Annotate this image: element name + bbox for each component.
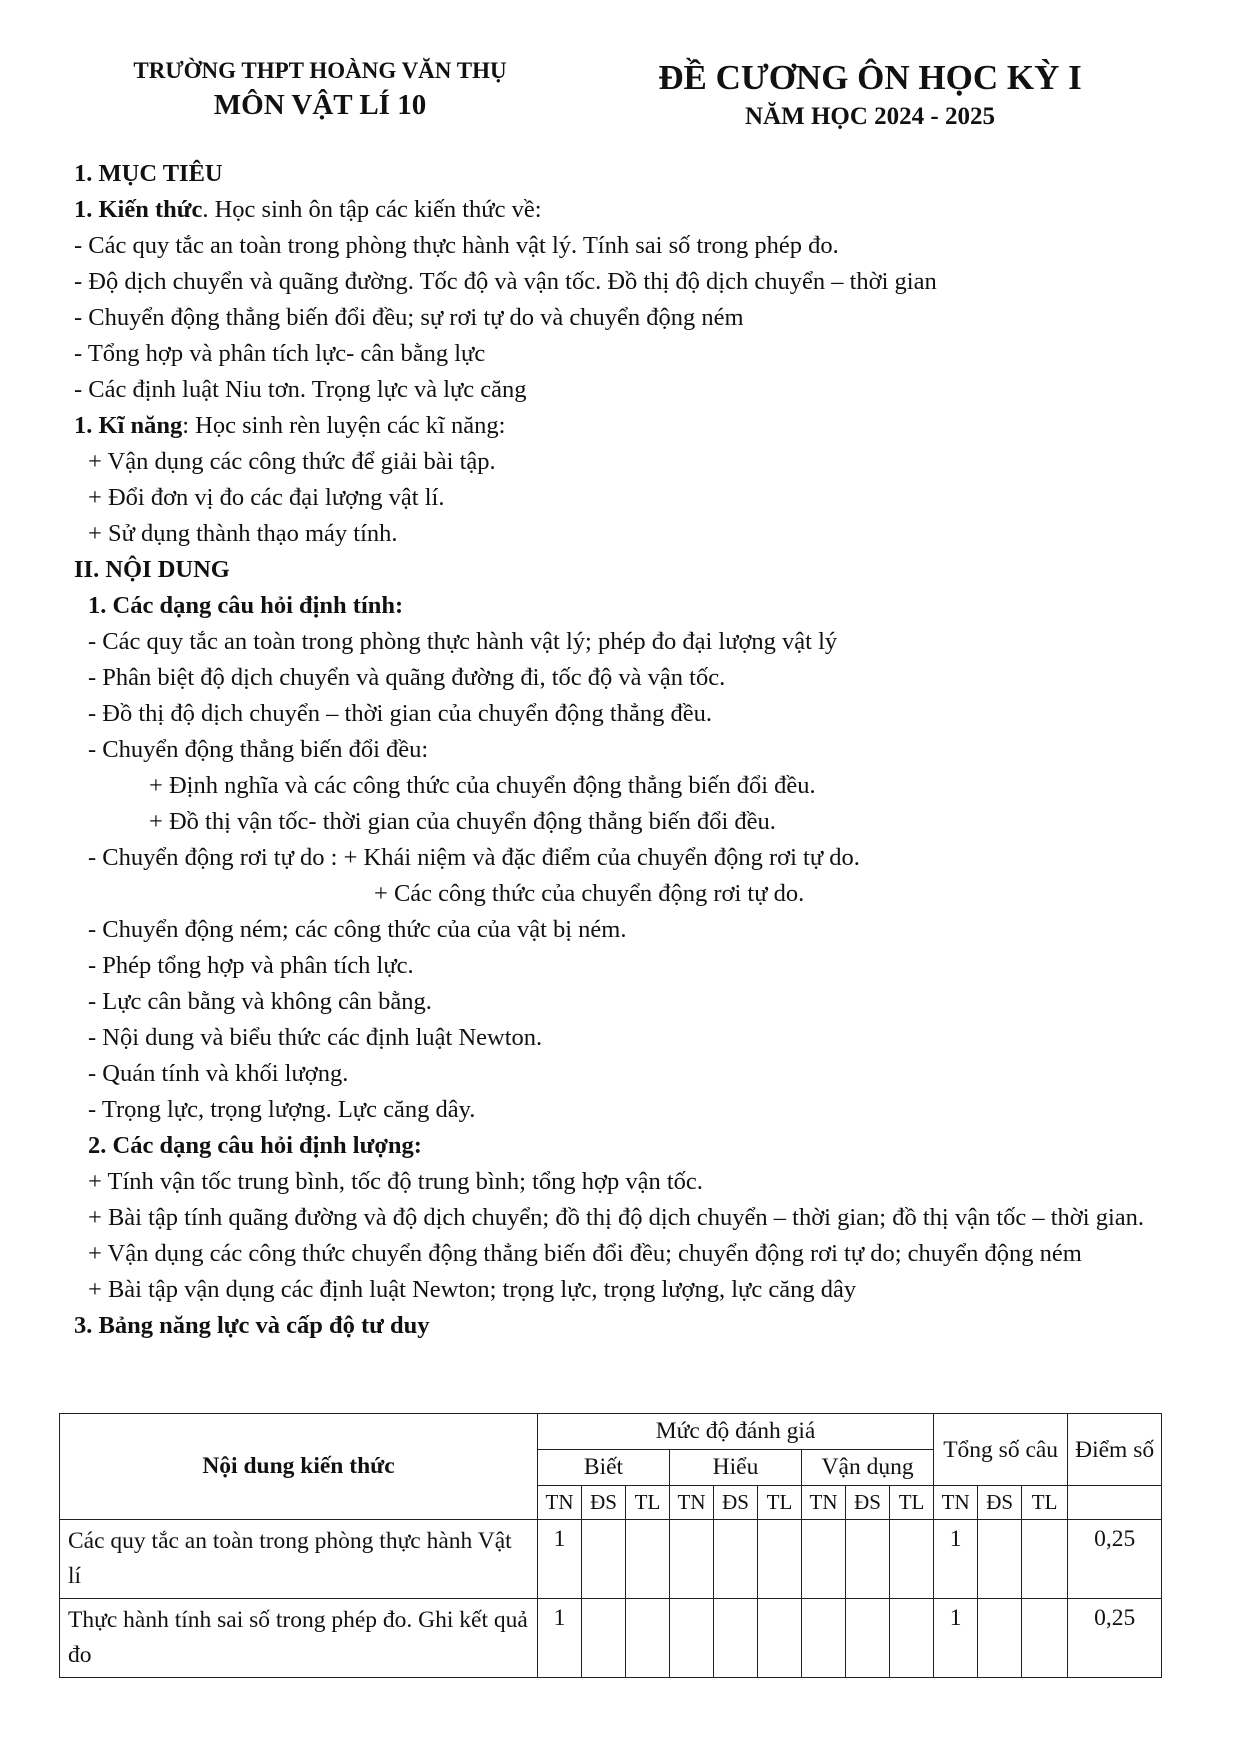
list-item: + Bài tập tính quãng đường và độ dịch chuyển; đồ thị độ dịch chuyển – thời gian; đồ thị vận tốc – thời gian. — [88, 1204, 1145, 1231]
list-item: + Vận dụng các công thức chuyển động thẳng biến đổi đều; chuyển động rơi tự do; chuyển động ném — [88, 1240, 1082, 1267]
subject-name: MÔN VẬT LÍ 10 — [213, 89, 427, 121]
table-cell: 1 — [538, 1599, 582, 1678]
header-content: Nội dung kiến thức — [60, 1414, 538, 1520]
table-cell — [846, 1599, 890, 1678]
list-item: - Tổng hợp và phân tích lực- cân bằng lực — [74, 340, 486, 367]
document-body — [74, 156, 1164, 1344]
knowledge-label: 1. Kiến thức — [74, 196, 203, 223]
subheader-cell: ĐS — [846, 1486, 890, 1520]
subheader-cell: ĐS — [978, 1486, 1022, 1520]
table-cell — [846, 1520, 890, 1599]
subheader-cell: TL — [626, 1486, 670, 1520]
header-total: Tổng số câu — [934, 1414, 1068, 1486]
table-cell — [978, 1520, 1022, 1599]
header-score: Điểm số — [1068, 1414, 1162, 1486]
table-cell — [758, 1599, 802, 1678]
table-cell — [582, 1599, 626, 1678]
list-item: + Đổi đơn vị đo các đại lượng vật lí. — [88, 484, 445, 511]
skills-label: 1. Kĩ năng — [74, 412, 183, 439]
subsection-heading: 2. Các dạng câu hỏi định lượng: — [88, 1132, 422, 1159]
list-item: - Các quy tắc an toàn trong phòng thực hành vật lý; phép đo đại lượng vật lý — [88, 628, 838, 655]
knowledge-text: . Học sinh ôn tập các kiến thức về: — [202, 196, 542, 223]
list-item: - Chuyển động rơi tự do : + Khái niệm và đặc điểm của chuyển động rơi tự do. — [88, 844, 860, 871]
table-header-row — [60, 1414, 1162, 1450]
list-item: - Chuyển động ném; các công thức của của vật bị ném. — [88, 916, 627, 943]
header-left — [110, 56, 530, 124]
table-cell — [978, 1599, 1022, 1678]
subheader-cell: ĐS — [582, 1486, 626, 1520]
table-row — [60, 1599, 1162, 1678]
table-cell — [1022, 1599, 1068, 1678]
list-item: - Chuyển động thẳng biến đổi đều; sự rơi tự do và chuyển động ném — [74, 304, 744, 331]
list-item: + Các công thức của chuyển động rơi tự do. — [374, 880, 805, 907]
header-right — [620, 56, 1120, 134]
subheader-cell: ĐS — [714, 1486, 758, 1520]
section-heading: 1. MỤC TIÊU — [74, 160, 223, 187]
list-item: + Đồ thị vận tốc- thời gian của chuyển động thẳng biến đổi đều. — [149, 808, 776, 835]
table-cell — [1022, 1520, 1068, 1599]
table-cell — [626, 1599, 670, 1678]
list-item: - Các quy tắc an toàn trong phòng thực hành vật lý. Tính sai số trong phép đo. — [74, 232, 839, 259]
table-cell — [890, 1599, 934, 1678]
list-item: - Nội dung và biểu thức các định luật Newton. — [88, 1024, 543, 1051]
row-content: Thực hành tính sai số trong phép đo. Ghi kết quả đo — [60, 1599, 538, 1678]
table-cell — [626, 1520, 670, 1599]
list-item: + Vận dụng các công thức để giải bài tập. — [88, 448, 496, 475]
skills-text: : Học sinh rèn luyện các kĩ năng: — [182, 412, 506, 439]
row-score: 0,25 — [1068, 1599, 1162, 1678]
subsection-heading: 3. Bảng năng lực và cấp độ tư duy — [74, 1312, 430, 1339]
document-title: ĐỀ CƯƠNG ÔN HỌC KỲ I — [658, 58, 1082, 97]
subheader-cell: TL — [1022, 1486, 1068, 1520]
header-level: Mức độ đánh giá — [538, 1414, 934, 1450]
list-item: - Các định luật Niu tơn. Trọng lực và lực căng — [74, 376, 527, 403]
section-heading: II. NỘI DUNG — [74, 556, 230, 583]
row-score: 0,25 — [1068, 1520, 1162, 1599]
list-item: - Phân biệt độ dịch chuyển và quãng đường đi, tốc độ và vận tốc. — [88, 664, 726, 691]
list-item: - Lực cân bằng và không cân bằng. — [88, 988, 432, 1015]
school-year: NĂM HỌC 2024 - 2025 — [745, 103, 995, 130]
table-cell: 1 — [538, 1520, 582, 1599]
list-item: + Định nghĩa và các công thức của chuyển động thẳng biến đổi đều. — [149, 772, 816, 799]
subsection-heading: 1. Các dạng câu hỏi định tính: — [88, 592, 404, 619]
table-cell — [714, 1599, 758, 1678]
table-cell — [670, 1599, 714, 1678]
list-item: + Bài tập vận dụng các định luật Newton; trọng lực, trọng lượng, lực căng dây — [88, 1276, 857, 1303]
subheader-cell — [1068, 1486, 1162, 1520]
table-cell — [802, 1520, 846, 1599]
header-biet: Biết — [538, 1450, 670, 1486]
subheader-cell: TN — [802, 1486, 846, 1520]
subheader-cell: TN — [538, 1486, 582, 1520]
subheader-cell: TN — [934, 1486, 978, 1520]
table-cell: 1 — [934, 1599, 978, 1678]
row-content: Các quy tắc an toàn trong phòng thực hành Vật lí — [60, 1520, 538, 1599]
header-vandung: Vận dụng — [802, 1450, 934, 1486]
list-item: - Trọng lực, trọng lượng. Lực căng dây. — [88, 1096, 476, 1123]
table-cell — [802, 1599, 846, 1678]
table-cell: 1 — [934, 1520, 978, 1599]
list-item: - Chuyển động thẳng biến đổi đều: — [88, 736, 429, 763]
subheader-cell: TL — [890, 1486, 934, 1520]
knowledge-intro — [74, 192, 1164, 228]
assessment-table — [59, 1413, 1162, 1678]
list-item: - Đồ thị độ dịch chuyển – thời gian của chuyển động thẳng đều. — [88, 700, 712, 727]
subheader-cell: TL — [758, 1486, 802, 1520]
list-item: - Độ dịch chuyển và quãng đường. Tốc độ và vận tốc. Đồ thị độ dịch chuyển – thời gian — [74, 268, 937, 295]
school-name: TRƯỜNG THPT HOÀNG VĂN THỤ — [133, 58, 507, 83]
table-cell — [582, 1520, 626, 1599]
table-cell — [890, 1520, 934, 1599]
header-hieu: Hiểu — [670, 1450, 802, 1486]
skills-intro — [74, 408, 1164, 444]
list-item: + Tính vận tốc trung bình, tốc độ trung bình; tổng hợp vận tốc. — [88, 1168, 703, 1195]
table-cell — [714, 1520, 758, 1599]
list-item: - Quán tính và khối lượng. — [88, 1060, 349, 1087]
list-item: + Sử dụng thành thạo máy tính. — [88, 520, 398, 547]
table-cell — [758, 1520, 802, 1599]
table-cell — [670, 1520, 714, 1599]
subheader-cell: TN — [670, 1486, 714, 1520]
list-item: - Phép tổng hợp và phân tích lực. — [88, 952, 414, 979]
table-row — [60, 1520, 1162, 1599]
